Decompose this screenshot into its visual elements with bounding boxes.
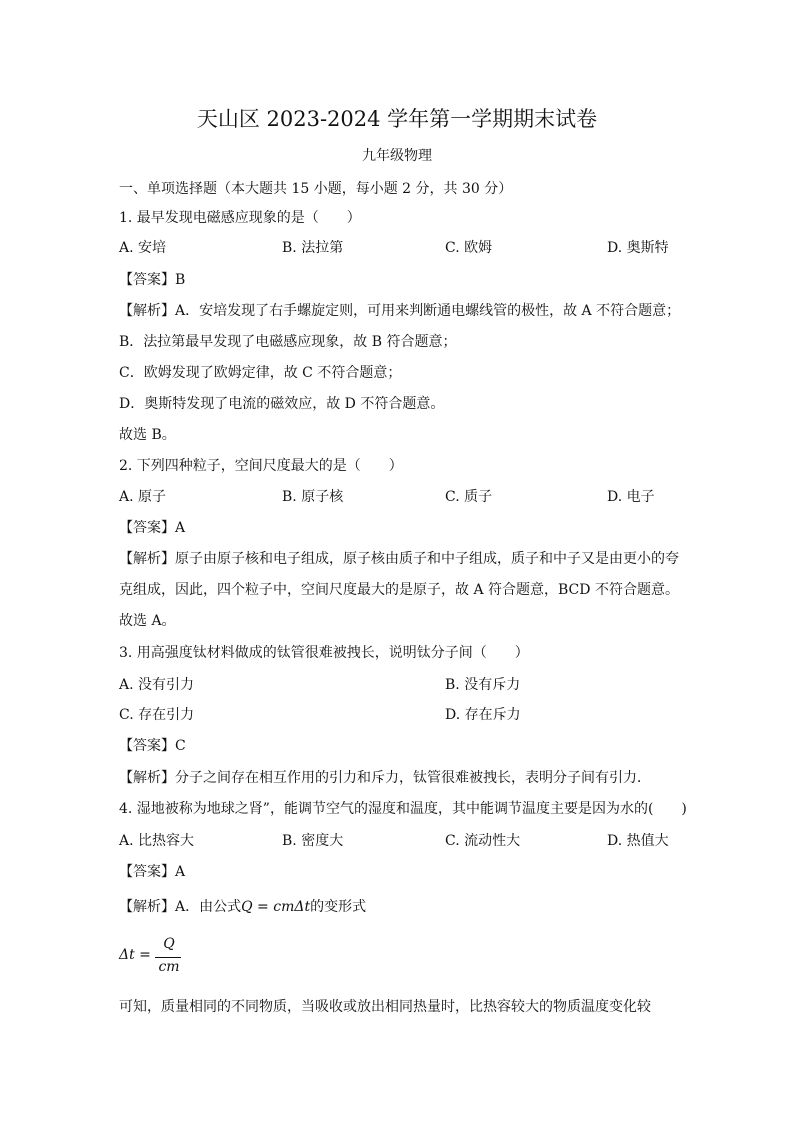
q4-option-d: D. 热值大 xyxy=(607,833,669,849)
q3-answer: 【答案】C xyxy=(119,738,186,754)
q3-analysis-line: 【解析】分子之间存在相互作用的引力和斥力，钛管很难被拽长，表明分子间有引力． xyxy=(119,770,651,786)
frac-numerator: Q xyxy=(163,936,175,952)
q4-option-a: A. 比热容大 xyxy=(119,833,195,849)
question-1-stem: 1. 最早发现电磁感应现象的是（ ） xyxy=(119,210,361,226)
page-title: 天山区 2023-2024 学年第一学期期末试卷 xyxy=(196,107,598,131)
q1-answer: 【答案】B xyxy=(119,272,186,288)
q1-option-d: D. 奥斯特 xyxy=(607,240,669,256)
q4-formula: Q = cmΔt xyxy=(241,899,311,915)
q1-option-b: B. 法拉第 xyxy=(282,240,344,256)
section-heading: 一、单项选择题（本大题共 15 小题，每小题 2 分，共 30 分） xyxy=(119,181,513,197)
q1-analysis-line: 故选 B。 xyxy=(119,427,176,443)
q1-analysis-line: 【解析】A．安培发现了右手螺旋定则，可用来判断通电螺线管的极性，故 A 不符合题意； xyxy=(119,303,681,319)
q4-analysis-line xyxy=(119,897,366,917)
q1-analysis-line: C．欧姆发现了欧姆定律，故 C 不符合题意； xyxy=(119,365,402,381)
q2-option-b: B. 原子核 xyxy=(282,489,344,505)
q3-option-d: D. 存在斥力 xyxy=(445,707,521,723)
question-3-stem: 3. 用高强度钛材料做成的钛管很难被拽长，说明钛分子间（ ） xyxy=(119,645,529,661)
question-2-stem: 2. 下列四种粒子，空间尺度最大的是（ ） xyxy=(119,458,403,474)
q4-option-b: B. 密度大 xyxy=(282,833,344,849)
q4-option-c: C. 流动性大 xyxy=(445,833,521,849)
q2-option-a: A. 原子 xyxy=(119,489,167,505)
frac-lhs: Δt = xyxy=(119,947,151,963)
q1-option-c: C. 欧姆 xyxy=(445,240,493,256)
page-subtitle: 九年级物理 xyxy=(362,148,432,164)
q3-option-a: A. 没有引力 xyxy=(119,677,195,693)
q2-analysis-line: 克组成，因此，四个粒子中，空间尺度最大的是原子，故 A 符合题意，BCD 不符合题意。 xyxy=(119,582,679,598)
q2-analysis-line: 【解析】原子由原子核和电子组成，原子核由质子和中子组成，质子和中子又是由更小的夸 xyxy=(119,551,679,567)
question-4-stem: 4. 湿地被称为地球之肾”，能调节空气的湿度和温度，其中能调节温度主要是因为水的( ) xyxy=(119,801,687,817)
q1-analysis-line: B．法拉第最早发现了电磁感应现象，故 B 符合题意； xyxy=(119,334,457,350)
q1-option-a: A. 安培 xyxy=(119,240,167,256)
q4-analysis-line: 可知，质量相同的不同物质，当吸收或放出相同热量时，比热容较大的物质温度变化较 xyxy=(119,999,651,1015)
q3-option-c: C. 存在引力 xyxy=(119,707,195,723)
q4-analysis-suffix: 的变形式 xyxy=(310,899,367,915)
q2-answer: 【答案】A xyxy=(119,520,186,536)
frac-denominator: cm xyxy=(158,959,180,975)
q1-analysis-line: D．奥斯特发现了电流的磁效应，故 D 不符合题意。 xyxy=(119,396,445,412)
q4-analysis-prefix: 【解析】A．由公式 xyxy=(119,899,242,915)
q2-option-c: C. 质子 xyxy=(445,489,493,505)
q2-analysis-line: 故选 A。 xyxy=(119,613,176,629)
q3-option-b: B. 没有斥力 xyxy=(445,677,521,693)
q4-answer: 【答案】A xyxy=(119,864,186,880)
frac-bar xyxy=(155,957,181,958)
q2-option-d: D. 电子 xyxy=(607,489,655,505)
